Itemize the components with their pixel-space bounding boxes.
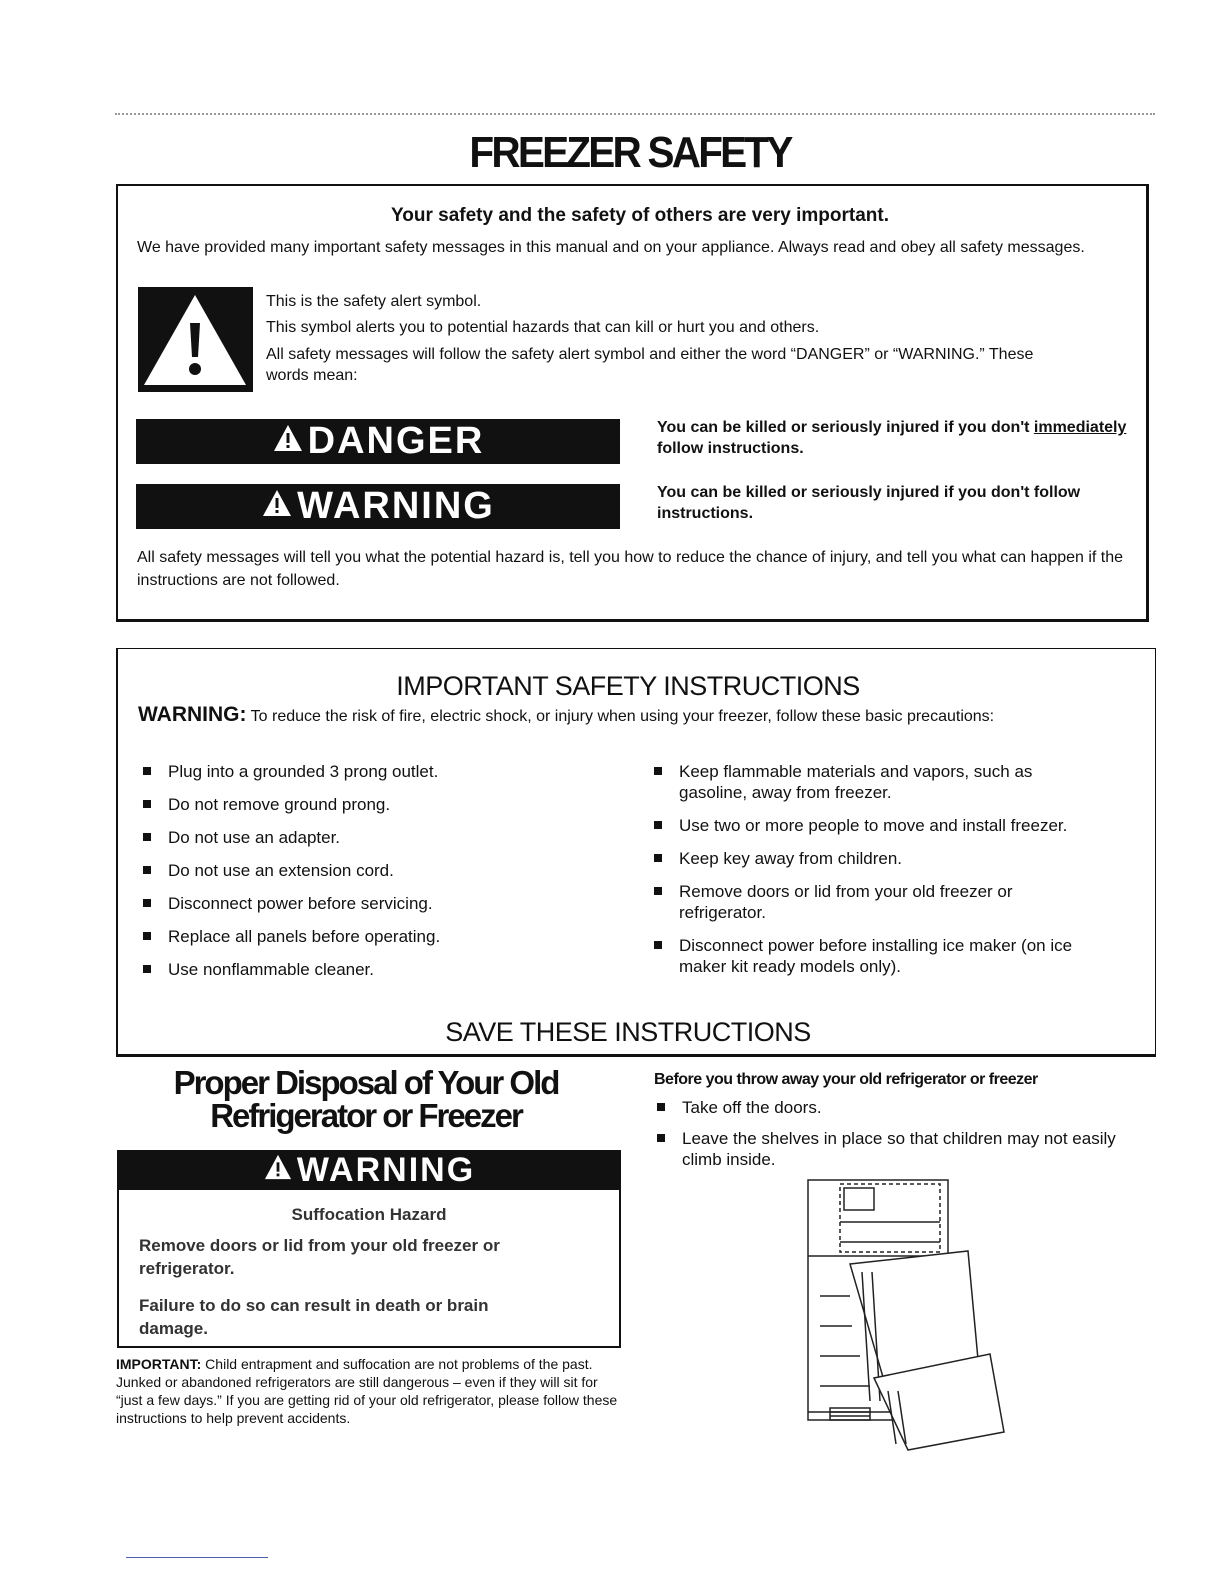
page-title: FREEZER SAFETY <box>469 128 791 177</box>
safety-closing: All safety messages will tell you what the potential hazard is, tell you how to reduce the chance of injury, and tell you what can happen if the instructions are not followed. <box>137 549 1124 589</box>
list-item: Leave the shelves in place so that children may not easily climb inside. <box>654 1128 1134 1170</box>
list-item: Keep flammable materials and vapors, such as gasoline, away from freezer. <box>651 761 1091 803</box>
list-item: Take off the doors. <box>654 1097 1134 1118</box>
safety-box-heading: Your safety and the safety of others are very important. <box>390 205 889 226</box>
refrigerator-doors-removed-icon <box>800 1176 1010 1461</box>
footer-rule <box>126 1557 268 1558</box>
warning-signal-bar <box>136 484 620 529</box>
suffocation-warning-label: WARNING <box>296 1150 476 1189</box>
suffocation-hazard: Suffocation Hazard <box>291 1205 447 1224</box>
danger-text-emphasis: immediately <box>1033 419 1127 436</box>
disposal-title <box>116 1066 616 1132</box>
warning-description: You can be killed or seriously injured if you don't follow instructions. <box>657 484 1081 522</box>
instructions-warning-text: To reduce the risk of fire, electric shock, or injury when using your freezer, follow these basic precautions: <box>246 708 995 725</box>
safety-intro: We have provided many important safety messages in this manual and on your appliance. Always read and obey all safety messages. <box>137 239 1085 256</box>
list-item: Replace all panels before operating. <box>140 926 620 947</box>
symbol-line-3: All safety messages will follow the safety alert symbol and either the word “DANGER” or “WARNING.” These words mean: <box>266 346 1034 384</box>
top-divider <box>115 113 1155 115</box>
disposal-title-line-2: Refrigerator or Freezer <box>210 1097 522 1134</box>
safety-alert-icon <box>138 287 253 392</box>
instructions-title: IMPORTANT SAFETY INSTRUCTIONS <box>396 671 860 701</box>
danger-label: DANGER <box>307 420 485 462</box>
important-label: IMPORTANT: <box>116 1356 202 1372</box>
danger-text-post: follow instructions. <box>657 440 804 457</box>
throw-away-list <box>654 1097 1134 1180</box>
list-item: Do not remove ground prong. <box>140 794 620 815</box>
precautions-right-list <box>651 761 1091 989</box>
list-item: Use nonflammable cleaner. <box>140 959 620 980</box>
suffocation-warning-bar <box>117 1150 621 1190</box>
suffocation-consequence: Failure to do so can result in death or brain damage. <box>139 1296 489 1338</box>
important-paragraph <box>116 1355 621 1427</box>
save-instructions-title: SAVE THESE INSTRUCTIONS <box>445 1017 811 1047</box>
precautions-left-list <box>140 761 620 992</box>
danger-description <box>657 417 1127 459</box>
list-item: Do not use an extension cord. <box>140 860 620 881</box>
list-item: Disconnect power before servicing. <box>140 893 620 914</box>
warning-triangle-icon <box>263 1151 293 1190</box>
warning-triangle-icon <box>272 420 304 463</box>
instructions-warning-word: WARNING: <box>138 703 247 726</box>
suffocation-instruction: Remove doors or lid from your old freezer or refrigerator. <box>139 1236 500 1278</box>
list-item: Keep key away from children. <box>651 848 1091 869</box>
list-item: Disconnect power before installing ice maker (on ice maker kit ready models only). <box>651 935 1091 977</box>
danger-text-pre: You can be killed or seriously injured if you don't <box>657 419 1034 436</box>
warning-label: WARNING <box>297 485 495 527</box>
throw-away-heading: Before you throw away your old refrigerator or freezer <box>654 1071 1038 1088</box>
important-text: Child entrapment and suffocation are not problems of the past. Junked or abandoned refrigerators are still dangerous – even if they will sit for “just a few days.” If you are getting rid of your old refrigerator, please follow these instructions to help prevent accidents. <box>116 1356 618 1426</box>
symbol-line-2: This symbol alerts you to potential hazards that can kill or hurt you and others. <box>266 319 820 336</box>
disposal-title-line-1: Proper Disposal of Your Old <box>173 1064 559 1101</box>
symbol-explanation <box>266 289 1046 386</box>
list-item: Remove doors or lid from your old freezer or refrigerator. <box>651 881 1091 923</box>
instructions-warning <box>138 704 1138 728</box>
warning-triangle-icon <box>261 485 293 528</box>
list-item: Plug into a grounded 3 prong outlet. <box>140 761 620 782</box>
danger-signal-bar <box>136 419 620 464</box>
symbol-line-1: This is the safety alert symbol. <box>266 293 482 310</box>
list-item: Do not use an adapter. <box>140 827 620 848</box>
list-item: Use two or more people to move and install freezer. <box>651 815 1091 836</box>
